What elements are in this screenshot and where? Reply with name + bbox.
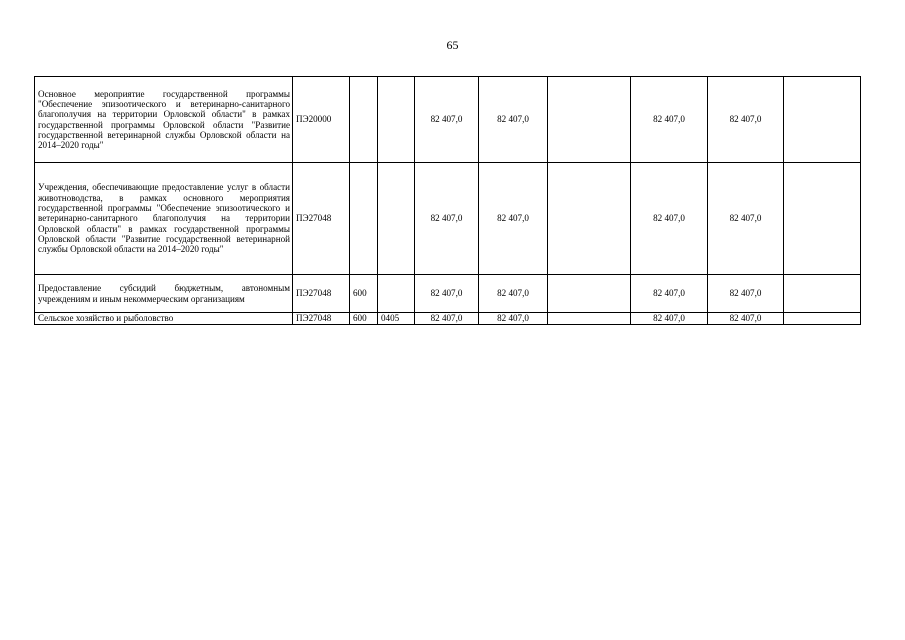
amount-cell: 82 407,0: [415, 163, 479, 275]
row-name: Сельское хозяйство и рыболовство: [35, 313, 293, 325]
page-number: 65: [446, 38, 459, 52]
row-name: Учреждения, обеспечивающие предоставление услуг в области животноводства, в рамках основного мероприятия государственной программы "Обеспечение эпизоотического и ветеринарно-санитарного благополучия на территории Орловской области" в рамках государственной программы Орловской области "Развитие государственной ветеринарной службы Орловской области на 2014–2020 годы": [35, 163, 293, 275]
amount-cell: 82 407,0: [415, 313, 479, 325]
expense-type-code: [350, 163, 378, 275]
amount-cell: 82 407,0: [479, 313, 548, 325]
amount-cell: [784, 313, 861, 325]
table-row: [35, 77, 861, 163]
row-name: Основное мероприятие государственной программы "Обеспечение эпизоотического и ветеринарно-санитарного благополучия на территории Орловской области" в рамках государственной программы Орловской области "Развитие государственной ветеринарной службы Орловской области на 2014–2020 годы": [35, 77, 293, 163]
target-code: ПЭ27048: [293, 275, 350, 313]
target-code: ПЭ27048: [293, 313, 350, 325]
amount-cell: 82 407,0: [708, 275, 784, 313]
amount-cell: [548, 77, 631, 163]
amount-cell: 82 407,0: [708, 77, 784, 163]
section-code: [378, 275, 415, 313]
amount-cell: 82 407,0: [479, 77, 548, 163]
amount-cell: [784, 77, 861, 163]
amount-cell: [784, 275, 861, 313]
amount-cell: 82 407,0: [631, 163, 708, 275]
amount-cell: [548, 313, 631, 325]
amount-cell: 82 407,0: [708, 163, 784, 275]
amount-cell: 82 407,0: [631, 77, 708, 163]
expense-type-code: 600: [350, 275, 378, 313]
table-row: [35, 163, 861, 275]
amount-cell: [548, 275, 631, 313]
section-code: 0405: [378, 313, 415, 325]
amount-cell: [548, 163, 631, 275]
amount-cell: 82 407,0: [631, 275, 708, 313]
amount-cell: 82 407,0: [631, 313, 708, 325]
row-name: Предоставление субсидий бюджетным, автономным учреждениям и иным некоммерческим организациям: [35, 275, 293, 313]
amount-cell: 82 407,0: [479, 275, 548, 313]
section-code: [378, 77, 415, 163]
amount-cell: 82 407,0: [415, 275, 479, 313]
expense-type-code: [350, 77, 378, 163]
amount-cell: [784, 163, 861, 275]
amount-cell: 82 407,0: [479, 163, 548, 275]
budget-table: [34, 76, 861, 325]
target-code: ПЭ20000: [293, 77, 350, 163]
table-row: [35, 313, 861, 325]
section-code: [378, 163, 415, 275]
table-row: [35, 275, 861, 313]
expense-type-code: 600: [350, 313, 378, 325]
target-code: ПЭ27048: [293, 163, 350, 275]
amount-cell: 82 407,0: [708, 313, 784, 325]
amount-cell: 82 407,0: [415, 77, 479, 163]
